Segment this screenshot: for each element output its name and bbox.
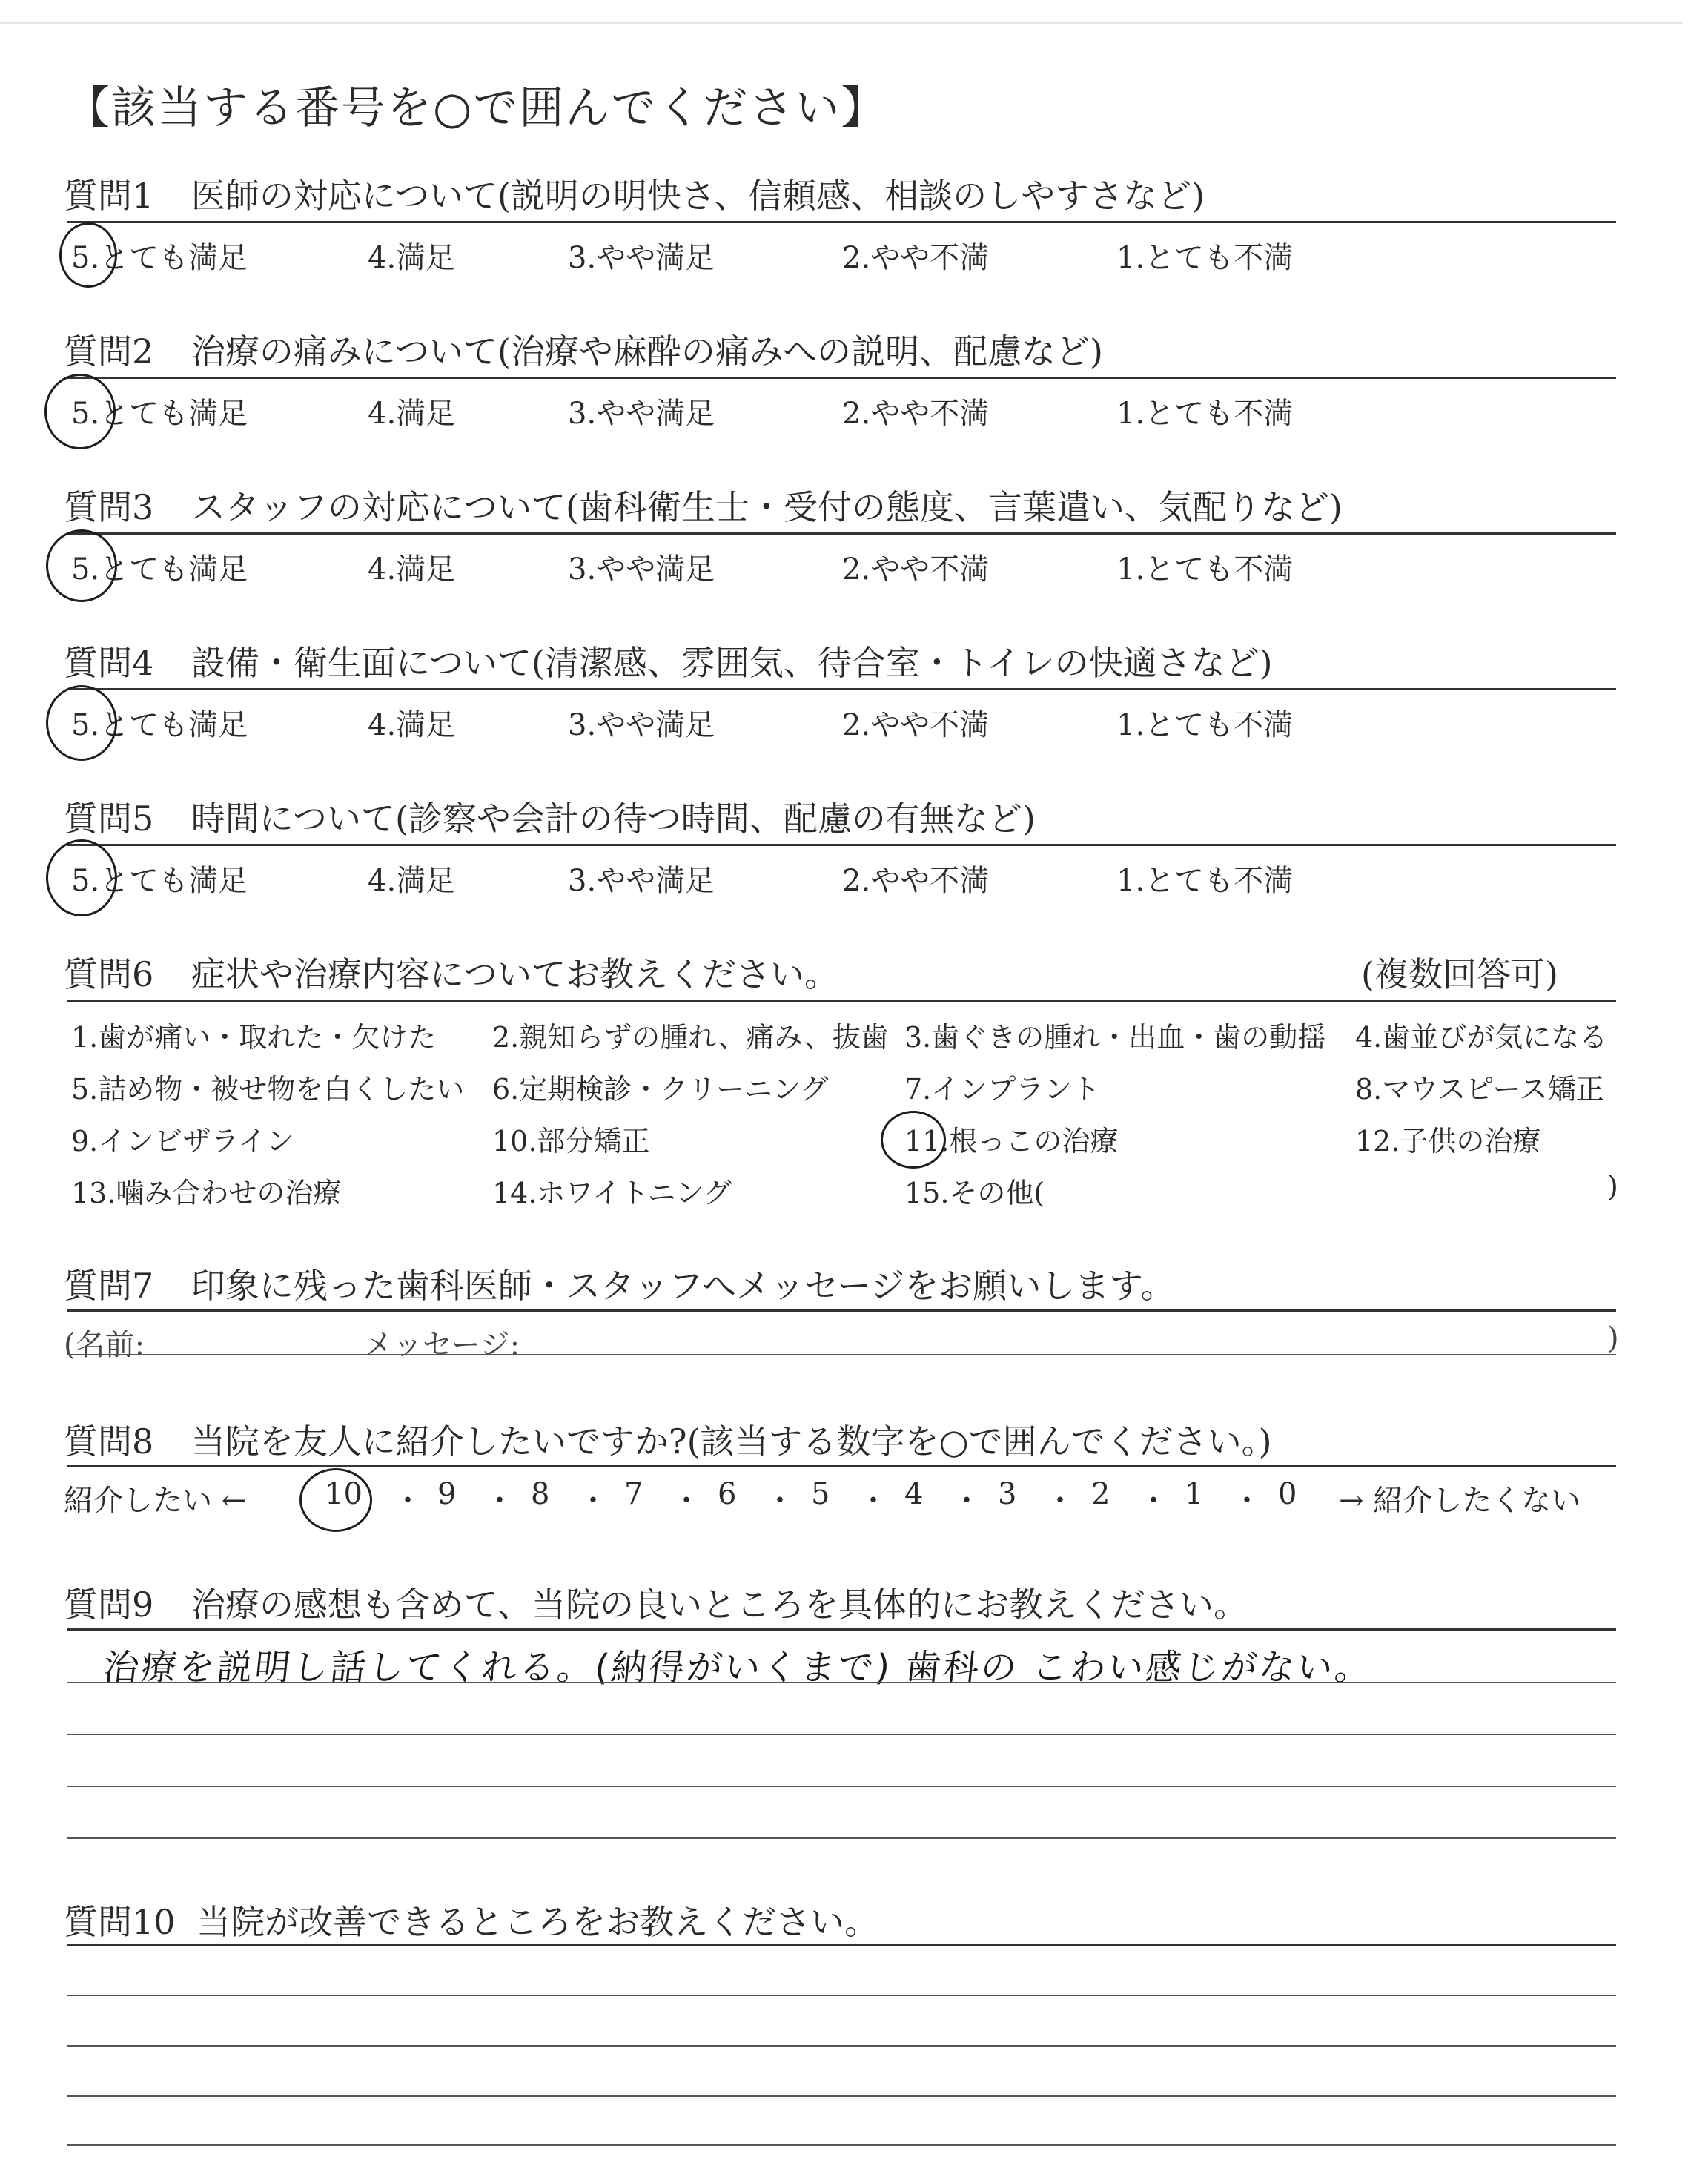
q8-dot: ・ [1139,1484,1168,1518]
question-3-text: スタッフの対応について(歯科衛生士・受付の態度、言葉遣い、気配りなど) [191,487,1343,527]
question-8-text: 当院を友人に紹介したいですか?(該当する数字を○で囲んでください。) [191,1421,1272,1462]
question-4-label: 質問4 [64,643,154,683]
q6-other-close: ) [1607,1170,1618,1203]
q6-item-8[interactable]: 8.マウスピース矯正 [1355,1073,1604,1106]
q8-dot: ・ [1232,1484,1262,1518]
q9-line-3 [67,1786,1616,1787]
q3-option-1[interactable]: 1.とても不満 [1116,552,1294,587]
q8-score-0[interactable]: 0 [1278,1477,1297,1511]
q8-score-9[interactable]: 9 [437,1477,457,1511]
question-8-rule [67,1465,1616,1467]
question-1-text: 医師の対応について(説明の明快さ、信頼感、相談のしやすさなど) [191,176,1205,216]
q8-score-1[interactable]: 1 [1185,1477,1204,1511]
q1-option-2[interactable]: 2.やや不満 [842,241,990,275]
question-7-text: 印象に残った歯科医師・スタッフへメッセージをお願いします。 [191,1266,1175,1306]
question-2-rule [67,377,1616,379]
question-3 [64,480,1343,529]
q3-option-3[interactable]: 3.やや満足 [568,552,715,587]
q6-item-2[interactable]: 2.親知らずの腫れ、痛み、抜歯 [492,1021,889,1054]
q4-option-4[interactable]: 4.満足 [368,708,456,742]
q6-item-6[interactable]: 6.定期検診・クリーニング [492,1073,829,1106]
q8-left-label: 紹介したい ← [64,1484,247,1518]
q5-option-4[interactable]: 4.満足 [368,864,456,898]
q9-line-4 [67,1837,1616,1839]
q6-item-1[interactable]: 1.歯が痛い・取れた・欠けた [71,1021,437,1054]
question-5-label: 質問5 [64,799,154,839]
question-10 [64,1895,878,1944]
question-2 [64,325,1103,374]
q8-dot: ・ [952,1484,982,1518]
q6-item-5[interactable]: 5.詰め物・被せ物を白くしたい [71,1073,465,1106]
q8-dot: ・ [393,1484,423,1518]
q6-item-13[interactable]: 13.噛み合わせの治療 [71,1177,342,1209]
question-4 [64,636,1273,685]
question-10-rule [67,1944,1616,1946]
q6-item-9[interactable]: 9.インビザライン [71,1125,295,1157]
q8-score-2[interactable]: 2 [1091,1477,1110,1511]
q4-option-2[interactable]: 2.やや不満 [842,708,990,742]
q2-option-1[interactable]: 1.とても不満 [1116,397,1294,431]
q2-selection-circle [44,374,116,449]
q10-line-3 [67,2095,1616,2097]
q1-option-4[interactable]: 4.満足 [368,241,456,275]
q5-option-3[interactable]: 3.やや満足 [568,864,715,898]
q8-dot: ・ [578,1484,608,1518]
q6-item-10[interactable]: 10.部分矯正 [492,1125,650,1157]
question-3-label: 質問3 [64,487,154,527]
q6-item-15[interactable]: 15.その他( [904,1177,1045,1209]
q7-message-label: メッセージ: [363,1328,520,1362]
q5-option-2[interactable]: 2.やや不満 [842,864,990,898]
q8-score-3[interactable]: 3 [998,1477,1017,1511]
question-9-text: 治療の感想も含めて、当院の良いところを具体的にお教えください。 [191,1585,1248,1625]
question-10-label: 質問10 [64,1902,176,1942]
q2-option-4[interactable]: 4.満足 [368,397,456,431]
q3-option-4[interactable]: 4.満足 [368,552,456,587]
q3-option-2[interactable]: 2.やや不満 [842,552,990,587]
q7-name-label: (名前: [64,1328,145,1362]
q8-dot: ・ [672,1484,701,1518]
q3-selection-circle [46,529,117,602]
question-1-rule [67,221,1616,223]
question-1-label: 質問1 [64,176,154,216]
question-7-rule [67,1309,1616,1312]
question-6-text: 症状や治療内容についてお教えください。 [191,954,838,994]
q10-line-1 [67,1995,1616,1996]
q7-answer-line [67,1354,1616,1355]
question-9-label: 質問9 [64,1585,154,1625]
q9-handwritten-answer: 治療を説明し話してくれる。(納得がいくまで) 歯科の こわい感じがない。 [101,1647,1375,1688]
q4-option-3[interactable]: 3.やや満足 [568,708,715,742]
question-2-label: 質問2 [64,331,154,371]
q5-selection-circle [46,839,117,916]
q6-item-11-selection-circle [881,1111,946,1169]
q3-option-5[interactable]: 5.とても満足 [71,552,248,587]
q6-item-14[interactable]: 14.ホワイトニング [492,1177,732,1209]
q1-option-1[interactable]: 1.とても不満 [1116,241,1294,275]
question-9 [64,1578,1248,1627]
q8-score-10[interactable]: 10 [325,1477,363,1511]
q6-item-11[interactable]: 11.根っこの治療 [904,1125,1119,1157]
q8-right-label: → 紹介したくない [1339,1484,1581,1518]
q8-dot: ・ [858,1484,888,1518]
question-8 [64,1415,1272,1464]
q1-selection-circle [59,222,117,288]
q6-item-3[interactable]: 3.歯ぐきの腫れ・出血・歯の動揺 [904,1021,1326,1054]
q1-option-5[interactable]: 5.とても満足 [71,241,248,275]
q4-selection-circle [46,685,117,761]
question-8-label: 質問8 [64,1421,154,1462]
q8-dot: ・ [1045,1484,1075,1518]
q5-option-1[interactable]: 1.とても不満 [1116,864,1294,898]
question-7 [64,1259,1175,1308]
q4-option-1[interactable]: 1.とても不満 [1116,708,1294,742]
scan-edge [0,22,1683,24]
q10-line-2 [67,2045,1616,2047]
q8-score-5[interactable]: 5 [811,1477,830,1511]
question-7-label: 質問7 [64,1266,154,1306]
q4-option-5[interactable]: 5.とても満足 [71,708,248,742]
q8-score-7[interactable]: 7 [624,1477,643,1511]
question-3-rule [67,532,1616,535]
q8-selection-circle [299,1468,372,1532]
q9-line-1 [67,1682,1616,1683]
q2-option-5[interactable]: 5.とても満足 [71,397,248,431]
question-5-rule [67,844,1616,846]
question-10-text: 当院が改善できるところをお教えください。 [196,1902,879,1942]
question-6 [64,948,838,997]
q9-line-2 [67,1734,1616,1735]
question-1 [64,169,1205,218]
question-4-rule [67,688,1616,690]
question-5 [64,792,1036,841]
question-2-text: 治療の痛みについて(治療や麻酔の痛みへの説明、配慮など) [191,331,1103,371]
q7-close-paren: ) [1607,1321,1619,1355]
question-6-label: 質問6 [64,954,154,994]
question-6-rule [67,1000,1616,1002]
q6-item-12[interactable]: 12.子供の治療 [1355,1125,1541,1157]
q5-option-5[interactable]: 5.とても満足 [71,864,248,898]
q8-score-8[interactable]: 8 [531,1477,550,1511]
question-6-note: (複数回答可) [1361,954,1558,994]
q8-dot: ・ [765,1484,795,1518]
page-title: 【該当する番号を○で囲んでください】 [65,82,887,134]
q6-item-4[interactable]: 4.歯並びが気になる [1355,1021,1608,1054]
question-5-text: 時間について(診察や会計の待つ時間、配慮の有無など) [191,799,1036,839]
q6-item-7[interactable]: 7.インプラント [904,1073,1101,1106]
question-9-rule [67,1628,1616,1631]
question-4-text: 設備・衛生面について(清潔感、雰囲気、待合室・トイレの快適さなど) [191,643,1273,683]
q8-score-6[interactable]: 6 [718,1477,737,1511]
q1-option-3[interactable]: 3.やや満足 [568,241,715,275]
q2-option-3[interactable]: 3.やや満足 [568,397,715,431]
q10-line-4 [67,2144,1616,2146]
q8-score-4[interactable]: 4 [904,1477,924,1511]
q2-option-2[interactable]: 2.やや不満 [842,397,990,431]
q8-dot: ・ [485,1484,514,1518]
